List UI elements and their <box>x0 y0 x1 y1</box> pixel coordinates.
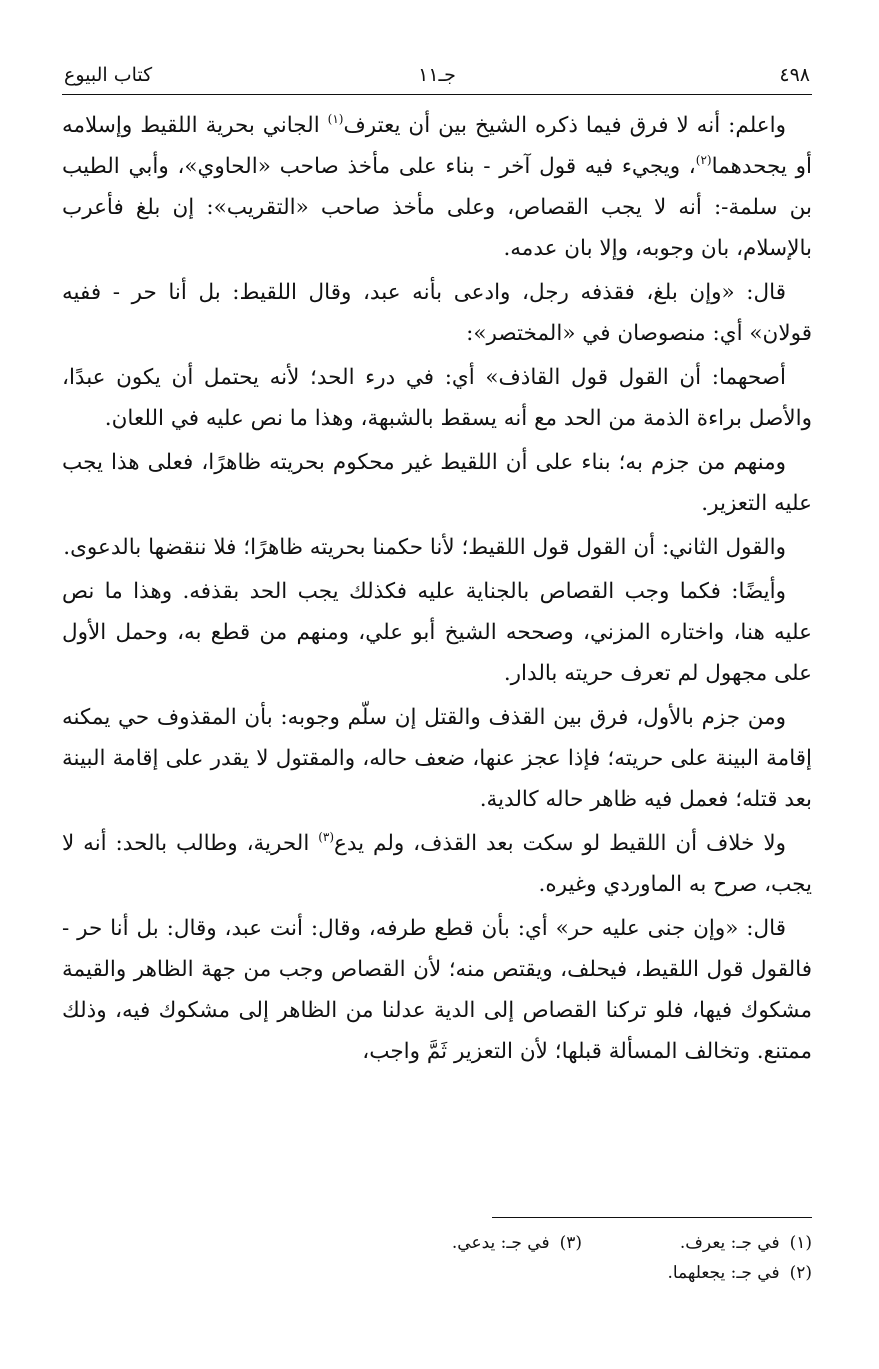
volume-label: جـ١١ <box>418 64 456 86</box>
paragraph-4: ومنهم من جزم به؛ بناء على أن اللقيط غير محكوم بحريته ظاهرًا، فعلى هذا يجب عليه التعزير. <box>62 450 812 516</box>
paragraph-5: والقول الثاني: أن القول قول اللقيط؛ لأنا حكمنا بحريته ظاهرًا؛ فلا ننقضها بالدعوى. <box>63 535 786 560</box>
book-page <box>62 60 812 1330</box>
footnote-ref-3: (٣) <box>318 830 335 844</box>
paragraph-7: ومن جزم بالأول، فرق بين القذف والقتل إن سلّم وجوبه: بأن المقذوف حي يمكنه إقامة البينة على حريته؛ فإذا عجز عنها، ضعف حاله، والمقتول لا يقدر على إقامة البينة بعد قتله؛ فعمل فيه ظاهر حاله كالدية. <box>62 705 812 812</box>
footnote-2: (٢)في جـ: يجعلهما. <box>667 1263 812 1283</box>
header-rule <box>62 94 812 95</box>
footnote-ref-1: (١) <box>327 112 344 126</box>
page-number: ٤٩٨ <box>779 64 810 86</box>
main-text <box>62 105 812 1072</box>
paragraph-9: قال: «وإن جنى عليه حر» أي: بأن قطع طرفه، وقال: أنت عبد، وقال: بل أنا حر - فالقول قول اللقيط، فيحلف، ويقتص منه؛ لأن القصاص وجب من جهة الظاهر والقيمة مشكوك فيها، فلو تركنا القصاص إلى الدية عدلنا من الظاهر إلى مشكوك فيه، وذلك ممتنع. وتخالف المسألة قبلها؛ لأن التعزير ثَمَّ واجب، <box>62 916 812 1064</box>
footnotes <box>62 1228 812 1288</box>
book-title: كتاب البيوع <box>64 64 153 86</box>
footnote-rule <box>492 1217 812 1218</box>
running-header <box>62 60 812 90</box>
footnote-3: (٣)في جـ: يدعي. <box>451 1233 582 1253</box>
footnote-1: (١)في جـ: يعرف. <box>679 1233 812 1253</box>
footnote-ref-2: (٢) <box>695 153 712 167</box>
paragraph-8: ولا خلاف أن اللقيط لو سكت بعد القذف، ولم يدع$^{(٣)}$ الحرية، وطالب بالحد: أنه لا يجب، صرح به الماوردي وغيره. <box>62 830 812 897</box>
paragraph-3: أصحهما: أن القول قول القاذف» أي: في درء الحد؛ لأنه يحتمل أن يكون عبدًا، والأصل براءة الذمة من الحد مع أنه يسقط بالشبهة، وهذا ما نص عليه في اللعان. <box>62 365 812 431</box>
paragraph-1: واعلم: أنه لا فرق فيما ذكره الشيخ بين أن يعترف$^{(١)}$ الجاني بحرية اللقيط وإسلامه أو يجحدهما$^{(٢)}$، ويجيء فيه قول آخر - بناء على مأخذ صاحب «الحاوي»، وأبي الطيب بن سلمة-: أنه لا يجب القصاص، وعلى مأخذ صاحب «التقريب»: إن بلغ فأعرب بالإسلام، بان وجوبه، وإلا بان عدمه. <box>62 112 812 261</box>
paragraph-6: وأيضًا: فكما وجب القصاص بالجناية عليه فكذلك يجب الحد بقذفه. وهذا ما نص عليه هنا، واختاره المزني، وصححه الشيخ أبو علي، ومنهم من قطع به، وحمل الأول على مجهول لم تعرف حريته بالدار. <box>62 579 812 686</box>
paragraph-2: قال: «وإن بلغ، فقذفه رجل، وادعى بأنه عبد، وقال اللقيط: بل أنا حر - ففيه قولان» أي: منصوصان في «المختصر»: <box>62 280 812 346</box>
